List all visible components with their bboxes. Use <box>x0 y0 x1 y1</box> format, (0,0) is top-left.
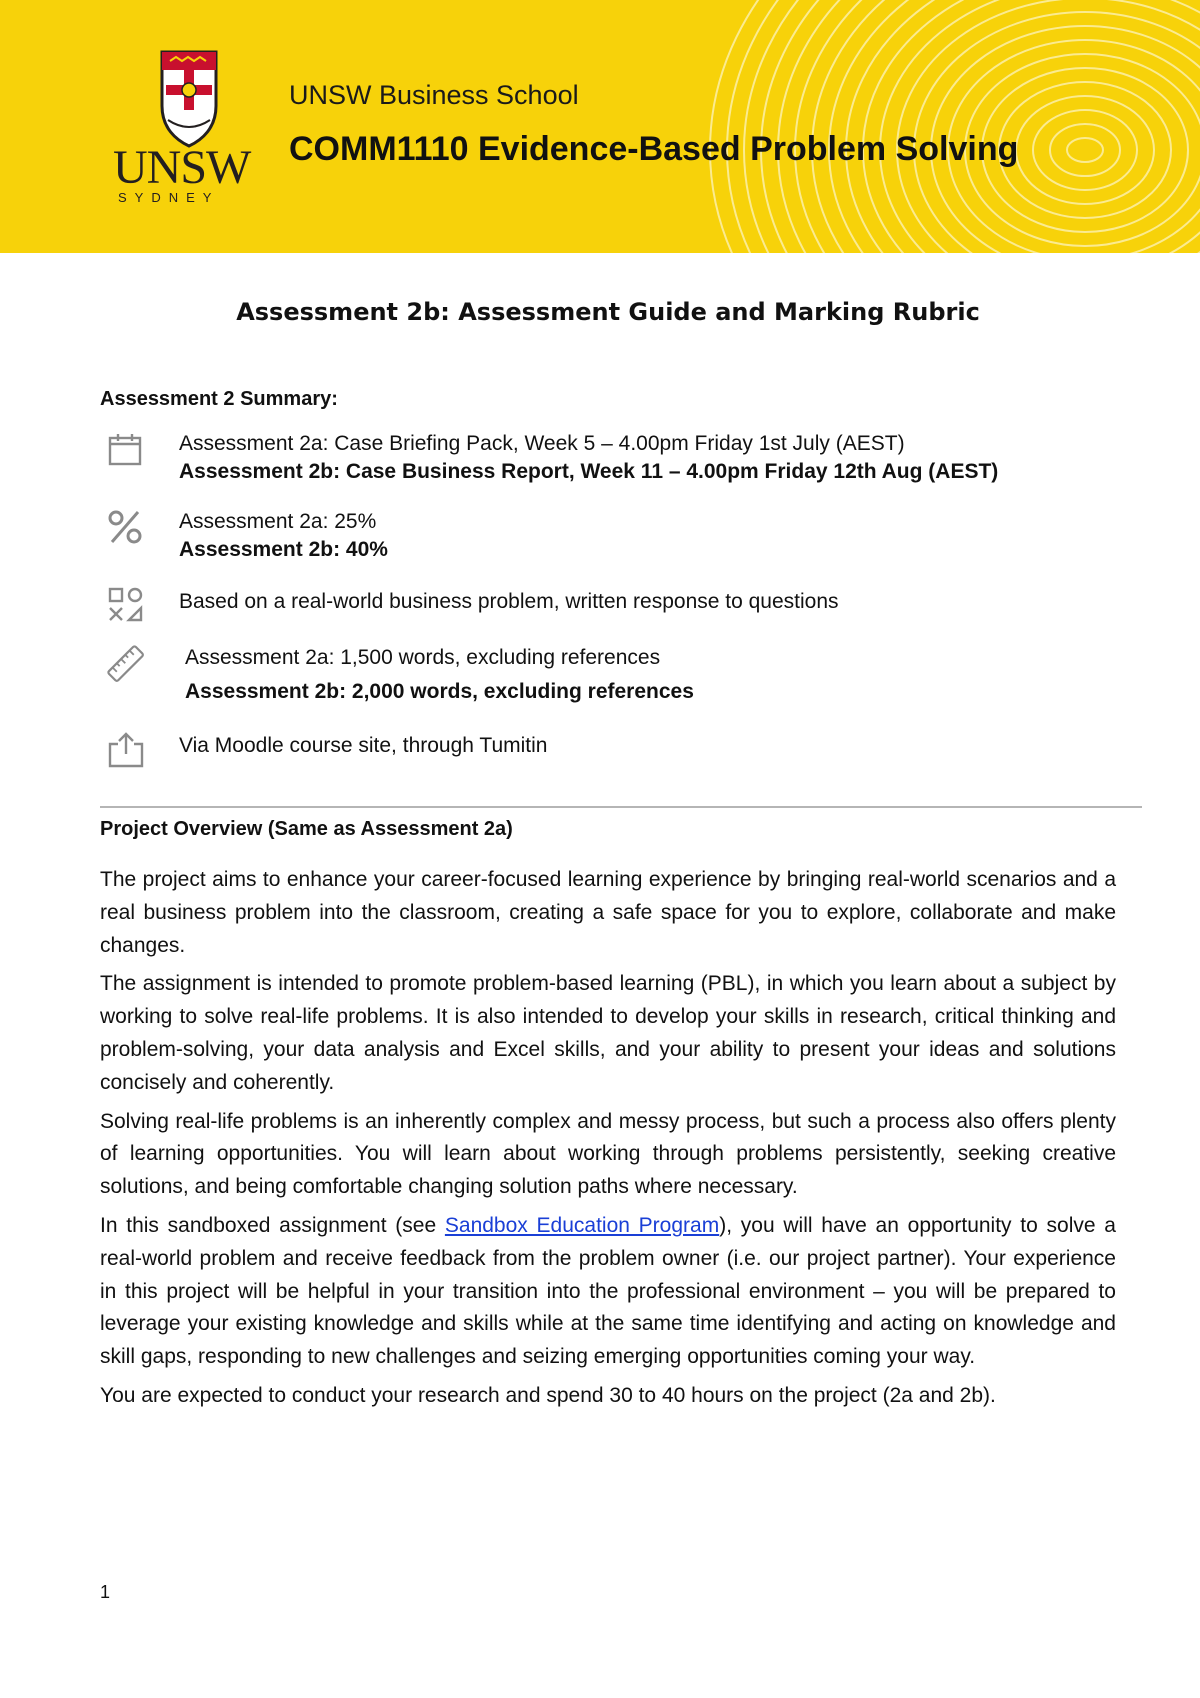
paragraph: You are expected to conduct your research and spend 30 to 40 hours on the project (2a and 2b). <box>100 1383 996 1407</box>
paragraph: Solving real-life problems is an inherently complex and messy process, but such a process also offers plenty of learning opportunities. You will learn about working through problems persistently, seeking creative solutions, and being comfortable changing solution paths where necessary. <box>100 1109 1116 1199</box>
summary-line: Via Moodle course site, through Tumitin <box>179 734 548 757</box>
summary-line: Assessment 2a: Case Briefing Pack, Week 5 – 4.00pm Friday 1st July (AEST) <box>179 432 905 455</box>
document-title: Assessment 2b: Assessment Guide and Marking Rubric <box>236 298 980 326</box>
project-overview-heading: Project Overview (Same as Assessment 2a) <box>100 818 513 840</box>
paragraph-with-link <box>100 1210 1116 1374</box>
unsw-crest <box>158 48 220 148</box>
course-title: COMM1110 Evidence-Based Problem Solving <box>289 130 1019 168</box>
ruler-icon <box>106 644 146 684</box>
summary-line-bold: Assessment 2b: 2,000 words, excluding references <box>185 680 694 703</box>
summary-line-bold: Assessment 2b: 40% <box>179 538 388 561</box>
shapes-icon <box>106 586 146 626</box>
paragraph: The project aims to enhance your career-focused learning experience by bringing real-world scenarios and a real business problem into the classroom, creating a safe space for you to explore, collaborate and make changes. <box>100 868 1116 957</box>
page-number: 1 <box>100 1582 111 1602</box>
paragraph-text: In this sandboxed assignment (see <box>100 1213 445 1237</box>
summary-line: Assessment 2a: 1,500 words, excluding references <box>185 646 661 669</box>
summary-line: Based on a real-world business problem, written response to questions <box>179 590 839 613</box>
calendar-icon <box>106 430 146 470</box>
paragraph-text: ), you will have an opportunity to solve a real-world problem and receive feedback from the problem owner (i.e. our project partner). Your experience in this project will be helpful in your transition into the professional environment – you will be prepared to leverage your existing knowledge and skills while at the same time identifying and acting on knowledge and skill gaps, responding to new challenges and seizing emerging opportunities coming your way. <box>100 1213 1116 1369</box>
paragraph: The assignment is intended to promote problem-based learning (PBL), in which you learn about a subject by working to solve real-life problems. It is also intended to develop your skills in research, critical thinking and problem-solving, your data analysis and Excel skills, and your ability to present your ideas and solutions concisely and coherently. <box>100 972 1116 1094</box>
school-name: UNSW Business School <box>289 80 579 110</box>
summary-heading: Assessment 2 Summary: <box>100 388 338 410</box>
summary-line-bold: Assessment 2b: Case Business Report, Week 11 – 4.00pm Friday 12th Aug (AEST) <box>179 460 999 483</box>
upload-icon <box>106 730 146 770</box>
unsw-wordmark: UNSW <box>113 141 251 194</box>
unsw-sydney-text: SYDNEY <box>118 190 220 205</box>
section-divider <box>100 806 1142 808</box>
header-banner <box>0 0 1200 253</box>
sandbox-education-program-link[interactable]: Sandbox Education Program <box>444 1213 720 1237</box>
percent-icon <box>106 508 146 548</box>
summary-line: Assessment 2a: 25% <box>179 510 377 533</box>
project-overview-body <box>100 864 1116 1419</box>
